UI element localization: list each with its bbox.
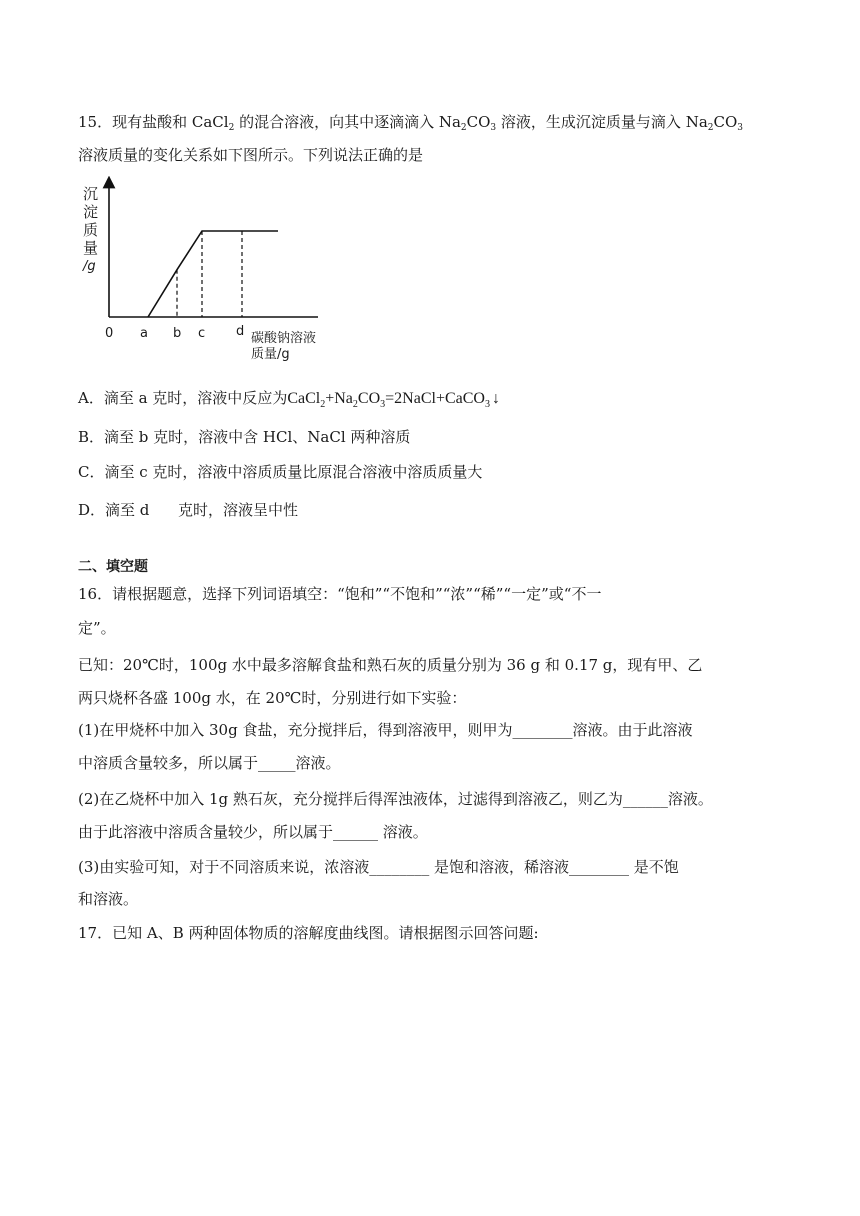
q16-line: (1)在甲烧杯中加入 30g 食盐，充分搅拌后，得到溶液甲，则甲为________溶液。由于此溶液	[78, 721, 693, 739]
q16-line: 16．请根据题意，选择下列词语填空：“饱和”“不饱和”“浓”“稀”“一定”或“不一	[78, 585, 602, 603]
q15-option-d: D．滴至 d 克时，溶液呈中性	[78, 501, 299, 519]
precipitate-chart	[80, 176, 340, 376]
reaction-formula: $CaCl_2+Na_2CO_3=2NaCl+CaCO_3$ ↓	[287, 390, 500, 410]
q15-stem-line2: 溶液质量的变化关系如下图所示。下列说法正确的是	[78, 146, 424, 164]
q15-option-c: C．滴至 c 克时，溶液中溶质质量比原混合溶液中溶质质量大	[78, 463, 483, 481]
q15-option-b: B．滴至 b 克时，溶液中含 HCl、NaCl 两种溶质	[78, 428, 411, 446]
tick-label-d: d	[236, 324, 245, 339]
q16-line: 定”。	[78, 619, 116, 637]
section-heading: 二、填空题	[78, 559, 148, 575]
down-arrow-icon: ↓	[491, 390, 500, 407]
x-axis-label-line2: 质量/g	[251, 347, 290, 362]
tick-label-c: c	[198, 326, 206, 341]
q15-option-a: A．滴至 a 克时，溶液中反应为$CaCl_2+Na_2CO_3=2NaCl+CaCO_3$ ↓	[78, 389, 500, 410]
y-axis-label-char: 沉	[83, 185, 99, 203]
precipitate-series-line	[148, 231, 278, 317]
q16-line: 两只烧杯各盛 100g 水，在 20℃时，分别进行如下实验：	[78, 689, 467, 707]
q15-stem-line1: 15．现有盐酸和 CaCl$_2$ 的混合溶液，向其中逐滴滴入 $Na_2CO_3$ 溶液，生成沉淀质量与滴入 $Na_2CO_3$	[78, 113, 744, 133]
tick-label-b: b	[173, 326, 182, 341]
y-axis-label-char: /g	[83, 259, 96, 274]
y-axis-label-char: 淀	[83, 203, 99, 221]
q16-line: (2)在乙烧杯中加入 1g 熟石灰，充分搅拌后得浑浊液体，过滤得到溶液乙，则乙为______溶液。	[78, 790, 713, 808]
q17-line: 17．已知 A、B 两种固体物质的溶解度曲线图。请根据图示回答问题:	[78, 924, 539, 942]
y-axis-label-char: 量	[83, 239, 99, 257]
q16-line: 和溶液。	[78, 890, 139, 908]
y-axis-label-char: 质	[83, 221, 99, 239]
tick-label-a: a	[140, 326, 148, 341]
origin-label: 0	[105, 326, 114, 341]
q16-line: (3)由实验可知，对于不同溶质来说，浓溶液________ 是饱和溶液，稀溶液________ 是不饱	[78, 858, 679, 876]
q16-line: 已知：20℃时，100g 水中最多溶解食盐和熟石灰的质量分别为 36 g 和 0.17 g，现有甲、乙	[78, 656, 703, 674]
x-axis-label-line1: 碳酸钠溶液	[251, 331, 317, 346]
q16-line: 由于此溶液中溶质含量较少，所以属于______ 溶液。	[78, 823, 428, 841]
q16-line: 中溶质含量较多，所以属于_____溶液。	[78, 754, 341, 772]
